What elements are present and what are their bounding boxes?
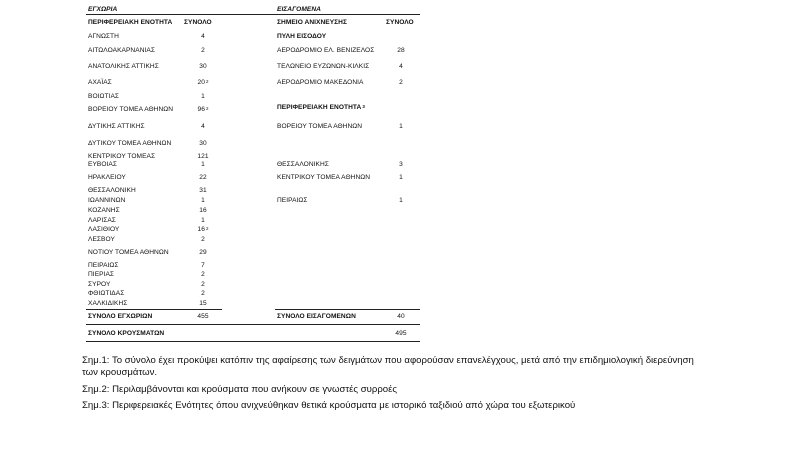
table-row-value: 2: [201, 281, 205, 288]
value-text: 16: [197, 226, 205, 233]
table-row-value: 22: [199, 174, 207, 181]
imported-section-title: ΕΙΣΑΓΟΜΕΝΑ: [277, 6, 321, 13]
footnote-marker: 2: [205, 226, 209, 231]
table-row-value: 1: [201, 93, 205, 100]
left-col-total-header: ΣΥΝΟΛΟ: [184, 19, 212, 26]
table-row-value: 15: [199, 300, 207, 307]
table-row-label: ΠΕΙΡΑΙΩΣ: [277, 197, 308, 204]
note-2: Σημ.2: Περιλαμβάνονται και κρούσματα που ανήκουν σε γνωστές συρροές: [82, 384, 398, 395]
domestic-total-value: 455: [197, 313, 209, 320]
table-row-value: 2: [201, 236, 205, 243]
right-total-rule: [275, 309, 420, 310]
footnote-marker: 2: [205, 106, 209, 111]
value-text: 96: [197, 106, 205, 113]
table-row-label: ΝΟΤΙΟΥ ΤΟΜΕΑ ΑΘΗΝΩΝ: [88, 249, 169, 256]
domestic-total-label: ΣΥΝΟΛΟ ΕΓΧΩΡΙΩΝ: [88, 313, 153, 320]
table-row-label: ΤΕΛΩΝΕΙΟ ΕΥΖΩΝΩΝ-ΚΙΛΚΙΣ: [277, 63, 370, 70]
table-row-label: ΑΕΡΟΔΡΟΜΙΟ ΕΛ. ΒΕΝΙΖΕΛΟΣ: [277, 47, 375, 54]
header-rule-top: [86, 14, 420, 15]
table-row-value: 4: [399, 63, 403, 70]
table-row-value: [193, 79, 213, 87]
table-row-value: 2: [201, 290, 205, 297]
entry-point-header: ΠΥΛΗ ΕΙΣΟΔΟΥ: [277, 33, 327, 40]
table-row-label: ΛΕΣΒΟΥ: [88, 236, 115, 243]
table-row-label: ΑΓΝΩΣΤΗ: [88, 33, 119, 40]
table-row-label: ΑΙΤΩΛΟΑΚΑΡΝΑΝΙΑΣ: [88, 47, 155, 54]
table-row-value: 1: [399, 174, 403, 181]
note-1-line-1: Σημ.1: Το σύνολο έχει προκύψει κατόπιν της αφαίρεσης των δειγμάτων που αφορούσαν επανελέγχους, μετά από την επιδημιολογική διερεύνηση: [82, 355, 694, 366]
table-row-label: ΑΝΑΤΟΛΙΚΗΣ ΑΤΤΙΚΗΣ: [88, 63, 159, 70]
right-col-total-header: ΣΥΝΟΛΟ: [386, 19, 414, 26]
domestic-section-title: ΕΓΧΩΡΙΑ: [88, 6, 118, 13]
table-row-value: 7: [201, 262, 205, 269]
table-row-label: ΑΕΡΟΔΡΟΜΙΟ ΜΑΚΕΔΟΝΙΑ: [277, 79, 364, 86]
table-row-value: 28: [397, 47, 405, 54]
table-row-value: 1: [201, 197, 205, 204]
table-row-value: 1: [399, 197, 403, 204]
table-row-label: ΠΕΙΡΑΙΩΣ: [88, 262, 119, 269]
left-col-region-header: ΠΕΡΙΦΕΡΕΙΑΚΗ ΕΝΟΤΗΤΑ: [88, 19, 173, 26]
footnote-marker: 2: [205, 79, 209, 84]
table-row-value: 1: [399, 123, 403, 130]
table-row-value: 16: [199, 207, 207, 214]
imported-total-label: ΣΥΝΟΛΟ ΕΙΣΑΓΟΜΕΝΩΝ: [277, 313, 356, 320]
table-row-label: ΣΥΡΟΥ: [88, 281, 111, 288]
table-row-value: 29: [199, 249, 207, 256]
table-row-value: 3: [399, 161, 403, 168]
table-row-value: 30: [199, 140, 207, 147]
table-row-label: ΒΟΡΕΙΟΥ ΤΟΜΕΑ ΑΘΗΝΩΝ: [88, 106, 174, 113]
table-row-label: ΗΡΑΚΛΕΙΟΥ: [88, 174, 126, 181]
table-row-label: ΑΧΑΪΑΣ: [88, 79, 112, 86]
table-row-label: ΔΥΤΙΚΗΣ ΑΤΤΙΚΗΣ: [88, 123, 145, 130]
table-row-value: 4: [201, 33, 205, 40]
table-row-label: ΔΥΤΙΚΟΥ ΤΟΜΕΑ ΑΘΗΝΩΝ: [88, 140, 172, 147]
footnote-marker: 3: [362, 104, 365, 109]
table-row-value: 31: [199, 187, 207, 194]
table-row-label: ΙΩΑΝΝΙΝΩΝ: [88, 197, 126, 204]
value-text: 20: [197, 79, 205, 86]
table-row-value: 30: [199, 63, 207, 70]
table-row-label: ΒΟΡΕΙΟΥ ΤΟΜΕΑ ΑΘΗΝΩΝ: [277, 123, 363, 130]
table-row-label: ΠΙΕΡΙΑΣ: [88, 271, 115, 278]
table-row-label: ΛΑΣΙΘΙΟΥ: [88, 226, 120, 233]
table-row-label: ΘΕΣΣΑΛΟΝΙΚΗΣ: [277, 161, 329, 168]
table-row-value: 2: [201, 47, 205, 54]
table-row-label: ΚΟΖΑΝΗΣ: [88, 207, 120, 214]
table-row-value: 1: [201, 161, 205, 168]
table-row-value: 121: [197, 153, 209, 160]
note-3: Σημ.3: Περιφερειακές Ενότητες όπου ανιχνεύθηκαν θετικά κρούσματα με ιστορικό ταξιδιού από χώρα του εξωτερικού: [82, 400, 576, 411]
note-1-line-2: των κρουσμάτων.: [82, 367, 158, 378]
right-col-point-header: ΣΗΜΕΙΟ ΑΝΙΧΝΕΥΣΗΣ: [277, 19, 347, 26]
table-row-label: ΧΑΛΚΙΔΙΚΗΣ: [88, 300, 128, 307]
table-row-value: 1: [201, 217, 205, 224]
grand-total-label: ΣΥΝΟΛΟ ΚΡΟΥΣΜΑΤΩΝ: [88, 330, 165, 337]
table-row-value: 2: [399, 79, 403, 86]
table-row-label: ΦΘΙΩΤΙΔΑΣ: [88, 290, 125, 297]
grand-total-rule-top: [86, 324, 420, 325]
table-row-label: ΚΕΝΤΡΙΚΟΥ ΤΟΜΕΑΣ: [88, 153, 156, 160]
grand-total-value: 495: [395, 330, 407, 337]
table-row-value: [193, 106, 213, 114]
table-row-label: ΛΑΡΙΣΑΣ: [88, 217, 116, 224]
table-row-label: ΒΟΙΩΤΙΑΣ: [88, 93, 120, 100]
grand-total-rule-bottom: [86, 341, 420, 342]
region-header: [277, 104, 365, 112]
table-row-value: [193, 226, 213, 234]
table-row-value: 4: [201, 123, 205, 130]
table-row-value: 2: [201, 271, 205, 278]
table-row-label: ΚΕΝΤΡΙΚΟΥ ΤΟΜΕΑ ΑΘΗΝΩΝ: [277, 174, 371, 181]
table-row-label: ΘΕΣΣΑΛΟΝΙΚΗ: [88, 187, 136, 194]
left-total-rule: [86, 309, 222, 310]
table-row-label: ΕΥΒΟΙΑΣ: [88, 161, 117, 168]
region-header-text: ΠΕΡΙΦΕΡΕΙΑΚΗ ΕΝΟΤΗΤΑ: [277, 104, 362, 111]
imported-total-value: 40: [397, 313, 405, 320]
